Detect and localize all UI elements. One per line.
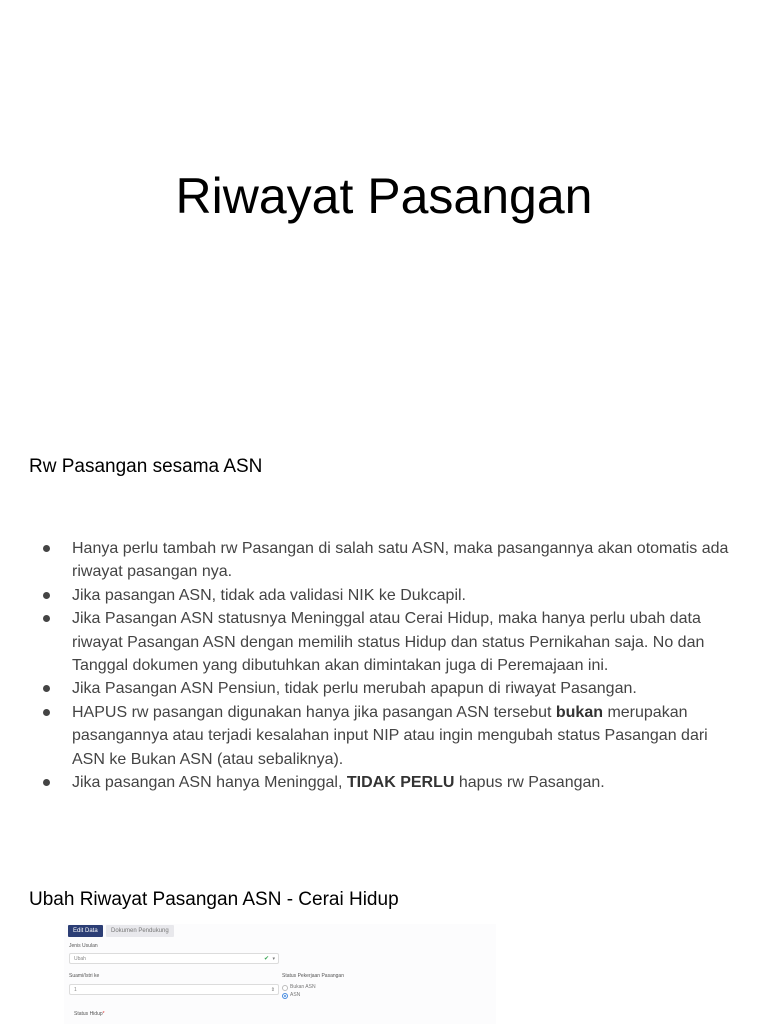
status-pekerjaan-label: Status Pekerjaan Pasangan (282, 973, 344, 979)
tab-dokumen-pendukung[interactable]: Dokumen Pendukung (106, 925, 174, 937)
list-item-text: Jika Pasangan ASN Pensiun, tidak perlu merubah apapun di riwayat Pasangan. (72, 680, 637, 698)
suami-istri-label: Suami/Istri ke (69, 973, 100, 979)
radio-circle (282, 985, 288, 991)
list-item (0, 607, 768, 677)
list-item-text: Hanya perlu tambah rw Pasangan di salah satu ASN, maka pasangannya akan otomatis ada riwayat pasangan nya. (72, 540, 729, 581)
status-hidup-label (74, 1011, 105, 1017)
page-title: Riwayat Pasangan (175, 168, 593, 224)
suami-istri-input[interactable] (69, 984, 279, 995)
stepper-icon: ⇕ (270, 987, 275, 993)
tab-edit-data[interactable]: Edit Data (68, 925, 103, 937)
asn-rules-list (0, 537, 768, 794)
list-item-text: merupakan pasangannya atau terjadi kesalahan input NIP atau ingin mengubah status Pasangan dari ASN ke Bukan ASN (atau sebaliknya). (72, 703, 708, 768)
jenis-usulan-value: Ubah (74, 956, 86, 962)
radio-asn[interactable] (282, 992, 372, 999)
radio-bukan-asn[interactable] (282, 984, 372, 991)
list-item (0, 701, 768, 771)
radio-circle-selected (282, 993, 288, 999)
required-mark: * (102, 1011, 105, 1017)
list-item (0, 771, 768, 794)
check-icon: ✔ (263, 956, 269, 962)
jenis-usulan-select[interactable] (69, 953, 279, 964)
list-item (0, 537, 768, 584)
list-item-text: Jika Pasangan ASN statusnya Meninggal atau Cerai Hidup, maka hanya perlu ubah data riwayat Pasangan ASN dengan memilih status Hidup dan status Pernikahan saja. No dan Tanggal dokumen yang dibutuhkan akan dimintakan juga di Peremajaan ini. (72, 610, 705, 675)
section-heading-asn: Rw Pasangan sesama ASN (29, 456, 263, 477)
jenis-usulan-label: Jenis Usulan (69, 943, 98, 949)
list-item-text: hapus rw Pasangan. (454, 774, 605, 792)
list-item-text: Jika pasangan ASN hanya Meninggal, (72, 774, 347, 792)
list-item-text: HAPUS rw pasangan digunakan hanya jika pasangan ASN tersebut (72, 703, 556, 721)
radio-label: ASN (290, 992, 301, 998)
list-item (0, 584, 768, 607)
radio-label: Bukan ASN (290, 984, 316, 990)
list-item-text: Jika pasangan ASN, tidak ada validasi NIK ke Dukcapil. (72, 586, 466, 604)
emphasis-bukan: bukan (555, 703, 603, 721)
embedded-form-screenshot (64, 924, 496, 1024)
suami-istri-value: 1 (74, 987, 77, 993)
list-item (0, 677, 768, 700)
status-hidup-text: Status Hidup (74, 1011, 103, 1017)
section-heading-cerai-hidup: Ubah Riwayat Pasangan ASN - Cerai Hidup (29, 889, 399, 910)
emphasis-tidak-perlu: TIDAK PERLU (346, 774, 455, 792)
chevron-down-icon: ▾ (272, 956, 275, 962)
